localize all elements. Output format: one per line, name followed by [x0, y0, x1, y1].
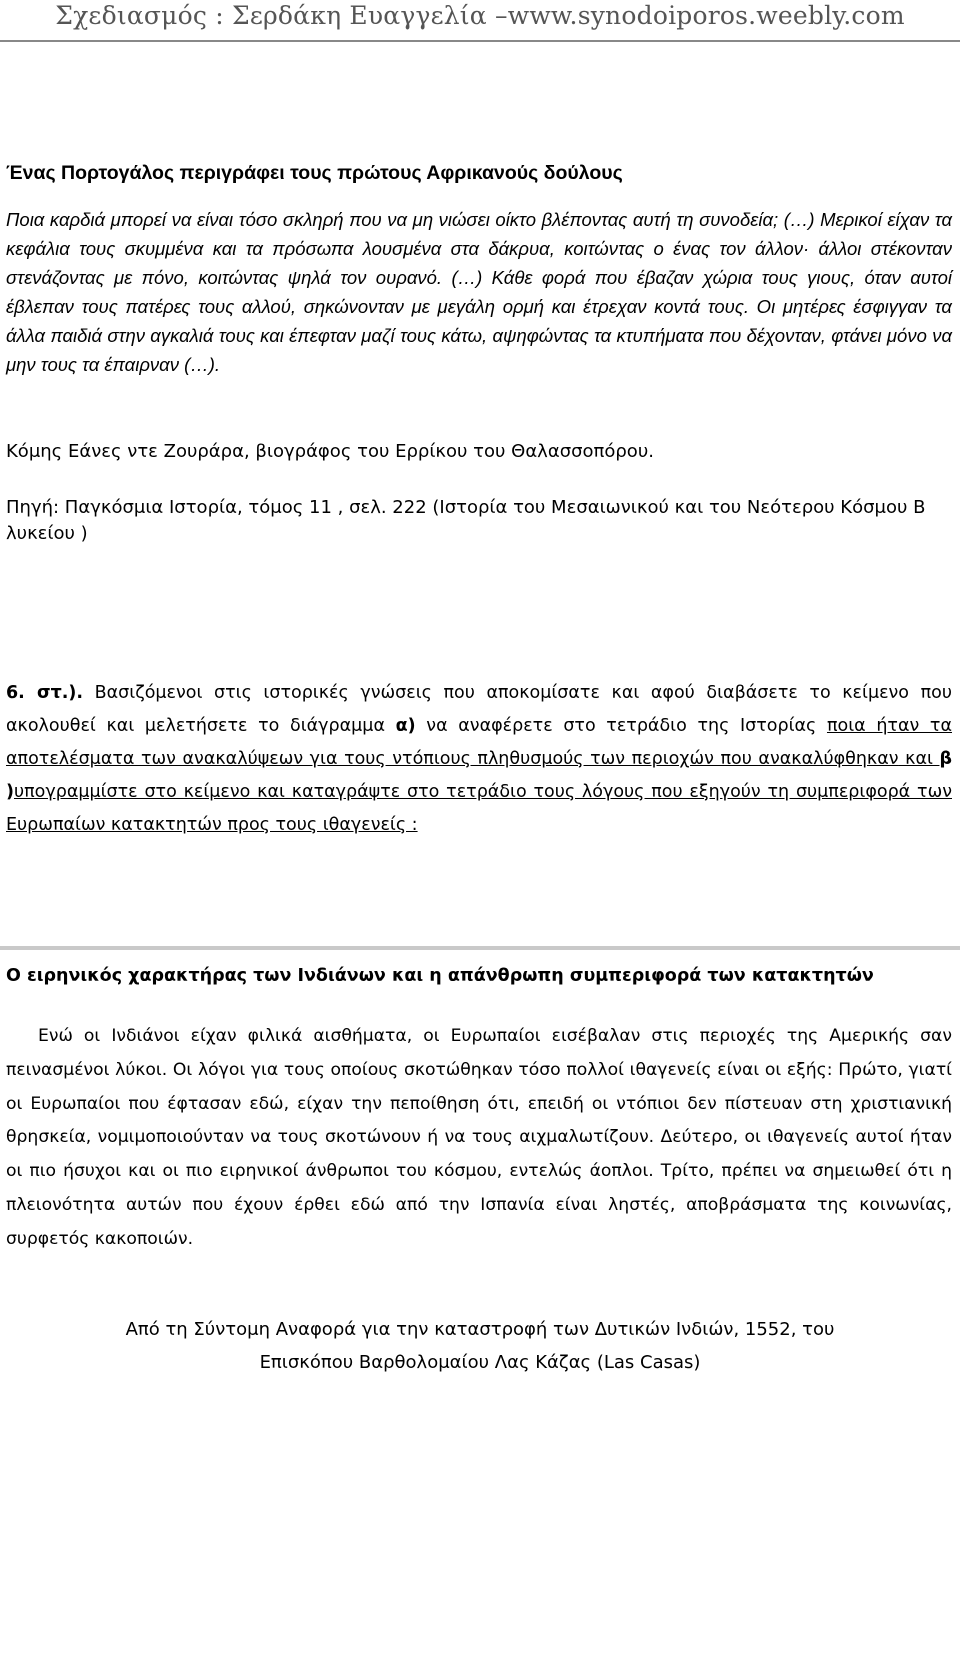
exercise-number: 6. στ.).: [6, 683, 84, 703]
body-text: Ενώ οι Ινδιάνοι είχαν φιλικά αισθήματα, οι Ευρωπαίοι εισέβαλαν στις περιοχές της Αμερικής σαν πεινασμένοι λύκοι. Οι λόγοι για τους οποίους σκοτώθηκαν τόσο πολλοί ιθαγενείς είναι οι εξής: Πρώτο, γιατί οι Ευρωπαίοι που έφτασαν εδώ, είχαν την πεποίθηση ότι, επειδή οι ντόπιοι δεν πίστευαν στη χριστιανική θρησκεία, νομιμοποιούνταν να τους σκοτώνουν ή να τους αιχμαλωτίζουν. Δεύτερο, οι ιθαγενείς αυτοί ήταν οι πιο ήσυχοι και οι πιο ειρηνικοί άνθρωποι του κόσμου, εντελώς άοπλοι. Τρίτο, πρέπει να σημειωθεί ότι η πλειονότητα αυτών που έχουν έρθει εδώ από την Ισπανία είναι ληστές, αποβράσματα της κοινωνίας, συρφετός κακοποιών.: [6, 1026, 952, 1249]
source-line: Πηγή: Παγκόσμια Ιστορία, τόμος 11 , σελ. 222 (Ιστορία του Μεσαιωνικού και του Νεότερου Κόσμου Β λυκείου ): [6, 497, 926, 544]
exercise-alpha-marker: α): [395, 716, 416, 736]
author-line: Κόμης Εάνες ντε Ζουράρα, βιογράφος του Ερρίκου του Θαλασσοπόρου.: [6, 441, 654, 462]
exercise-underlined-task-a: ποια ήταν τα αποτελέσματα των ανακαλύψεων για τους ντόπιους πληθυσμούς των περιοχών που ανακαλύφθηκαν: [6, 716, 952, 769]
attribution-line-2: Επισκόπου Βαρθολομαίου Λας Κάζας (Las Casas): [259, 1352, 701, 1373]
header-text: Σχεδιασμός : Σερδάκη Ευαγγελία –www.synodoiporos.weebly.com: [55, 1, 905, 30]
attribution-line-1: Από τη Σύντομη Αναφορά για την καταστροφή των Δυτικών Ινδιών, 1552, του: [125, 1319, 835, 1340]
exercise-connector: και: [898, 749, 940, 769]
source-title: Ένας Πορτογάλος περιγράφει τους πρώτους Αφρικανούς δούλους: [6, 162, 623, 184]
source-quote: [6, 205, 952, 379]
exercise-underlined-task-b: υπογραμμίστε στο κείμενο και καταγράψτε στο τετράδιο τους λόγους που εξηγούν τη συμπεριφορά των Ευρωπαίων κατακτητών προς τους ιθαγενείς :: [6, 782, 952, 835]
exercise-beta-marker: β ): [6, 749, 952, 802]
header-divider: [0, 40, 960, 42]
exercise-instructions: [6, 677, 952, 842]
exercise-mid: να αναφέρετε στο τετράδιο της Ιστορίας: [415, 716, 827, 736]
page-header: [0, 0, 960, 42]
section-divider: [0, 946, 960, 950]
attribution: [0, 1313, 960, 1379]
section-heading: Ο ειρηνικός χαρακτήρας των Ινδιάνων και η απάνθρωπη συμπεριφορά των κατακτητών: [6, 966, 874, 986]
exercise-intro: Βασιζόμενοι στις ιστορικές γνώσεις που αποκομίσατε και αφού διαβάσετε το κείμενο που ακολουθεί και μελετήσετε το διάγραμμα: [6, 683, 952, 736]
quote-text: Ποια καρδιά μπορεί να είναι τόσο σκληρή που να μη νιώσει οίκτο βλέποντας αυτή τη συνοδεία; (…) Μερικοί είχαν τα κεφάλια τους σκυμμένα και τα πρόσωπα λουσμένα στα δάκρυα, κοιτώντας ο ένας τον άλλον· άλλοι στέκονταν στενάζοντας με πόνο, κοιτώντας ψηλά τον ουρανό. (…) Κάθε φορά που έβαζαν χώρια τους γιους, όταν αυτοί έβλεπαν τους πατέρες τους αλλού, σηκώνονταν με μεγάλη ορμή και έτρεχαν κοντά τους. Οι μητέρες έσφιγγαν τα άλλα παιδιά στην αγκαλιά τους και έπεφταν μαζί τους κάτω, αψηφώντας τα κτυπήματα που δέχονταν, φτάνει μόνο να μην τους τα έπαιρναν (…).: [6, 209, 952, 375]
